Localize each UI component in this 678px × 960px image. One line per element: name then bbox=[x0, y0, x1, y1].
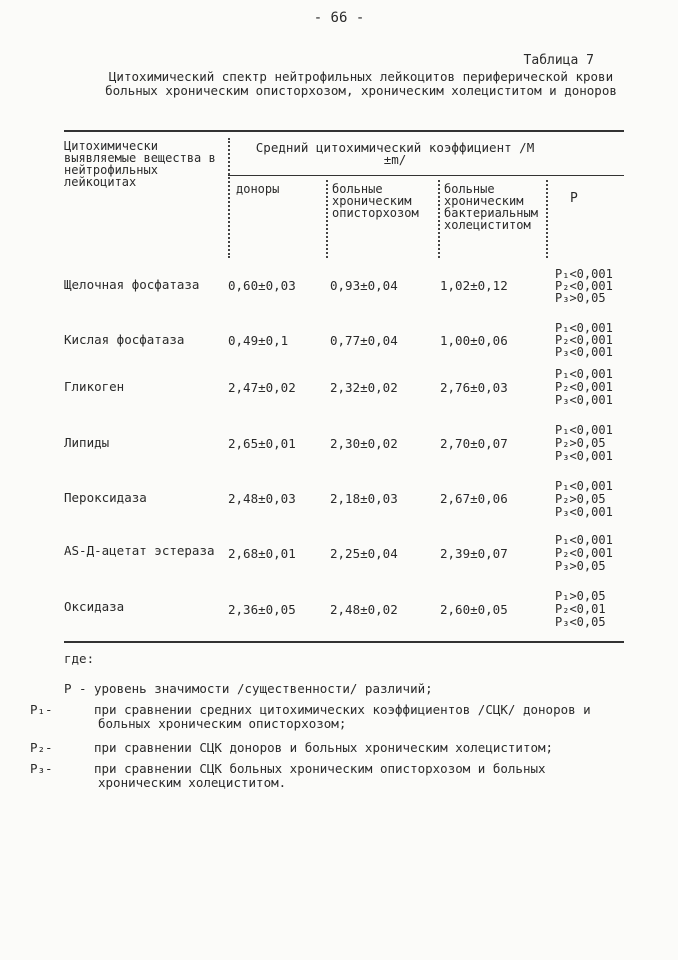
cell-cholecystitis: 2,39±0,07 bbox=[440, 546, 508, 561]
cell-cholecystitis: 1,02±0,12 bbox=[440, 278, 508, 293]
cell-donors: 2,48±0,03 bbox=[228, 491, 296, 506]
cell-p2: P₂<0,001 bbox=[555, 279, 613, 293]
row-substance: Оксидаза bbox=[64, 599, 125, 614]
legend-intro: где: bbox=[64, 651, 95, 666]
legend-text: при сравнении СЦК доноров и больных хроническим холециститом; bbox=[94, 740, 554, 755]
cell-donors: 2,65±0,01 bbox=[228, 436, 296, 451]
cell-p1: P₁<0,001 bbox=[555, 367, 613, 381]
header-p: Р bbox=[570, 191, 578, 206]
cell-opisthorchiasis: 2,32±0,02 bbox=[330, 380, 398, 395]
cell-p3: P₃<0,001 bbox=[555, 449, 613, 463]
cell-p3: P₃>0,05 bbox=[555, 559, 606, 573]
legend-item bbox=[30, 761, 624, 790]
header-donors: доноры bbox=[236, 182, 280, 196]
cell-p2: P₂<0,001 bbox=[555, 380, 613, 394]
cell-p2: P₂>0,05 bbox=[555, 436, 606, 450]
cell-p3: P₃<0,001 bbox=[555, 505, 613, 519]
legend-text: при сравнении средних цитохимических коэффициентов /СЦК/ доноров и больных хроническим описторхозом; bbox=[94, 702, 591, 731]
cell-p2: P₂>0,05 bbox=[555, 492, 606, 506]
row-substance: Кислая фосфатаза bbox=[64, 332, 185, 347]
header-group: Средний цитохимический коэффициент /М ±m/ bbox=[255, 140, 535, 167]
row-substance: Щелочная фосфатаза bbox=[64, 277, 200, 292]
cell-donors: 0,49±0,1 bbox=[228, 333, 289, 348]
cell-p2: P₂<0,001 bbox=[555, 546, 613, 560]
cell-donors: 2,68±0,01 bbox=[228, 546, 296, 561]
table-bottom-rule bbox=[64, 641, 624, 643]
cell-opisthorchiasis: 2,25±0,04 bbox=[330, 546, 398, 561]
cell-p1: P₁<0,001 bbox=[555, 321, 613, 335]
cell-cholecystitis: 2,60±0,05 bbox=[440, 602, 508, 617]
legend-item bbox=[30, 702, 624, 731]
page-number: - 66 - bbox=[313, 10, 365, 26]
cell-p3: P₃<0,001 bbox=[555, 345, 613, 359]
cell-opisthorchiasis: 2,48±0,02 bbox=[330, 602, 398, 617]
cell-cholecystitis: 2,70±0,07 bbox=[440, 436, 508, 451]
cell-p1: P₁<0,001 bbox=[555, 267, 613, 281]
row-substance: Гликоген bbox=[64, 379, 125, 394]
row-substance: Липиды bbox=[64, 435, 110, 450]
cell-donors: 0,60±0,03 bbox=[228, 278, 296, 293]
header-cholecystitis: больные хроническим бактериальным холециститом bbox=[444, 182, 538, 232]
cell-opisthorchiasis: 2,30±0,02 bbox=[330, 436, 398, 451]
table-label: Таблица 7 bbox=[523, 53, 594, 68]
legend-text: уровень значимости /существенности/ различий; bbox=[94, 681, 433, 696]
legend-mark: P₁- bbox=[30, 702, 53, 717]
legend-mark: P₂- bbox=[30, 740, 53, 755]
cell-donors: 2,47±0,02 bbox=[228, 380, 296, 395]
cell-p1: P₁<0,001 bbox=[555, 479, 613, 493]
row-substance: Пероксидаза bbox=[64, 490, 147, 505]
header-sub-rule bbox=[228, 175, 624, 176]
cell-cholecystitis: 1,00±0,06 bbox=[440, 333, 508, 348]
legend-text: при сравнении СЦК больных хроническим описторхозом и больных хроническим холециститом. bbox=[94, 761, 546, 790]
cell-opisthorchiasis: 0,77±0,04 bbox=[330, 333, 398, 348]
cell-p3: P₃>0,05 bbox=[555, 291, 606, 305]
cell-p3: P₃<0,05 bbox=[555, 615, 606, 629]
table-title: Цитохимический спектр нейтрофильных лейкоцитов периферической крови больных хроническим описторхозом, хроническим холециститом и доноров bbox=[105, 69, 617, 98]
cell-opisthorchiasis: 0,93±0,04 bbox=[330, 278, 398, 293]
cell-cholecystitis: 2,67±0,06 bbox=[440, 491, 508, 506]
cell-p2: P₂<0,01 bbox=[555, 602, 606, 616]
column-separator bbox=[438, 180, 442, 258]
legend-item bbox=[64, 682, 624, 696]
row-substance: АЅ-Д-ацетат эстераза bbox=[64, 543, 215, 558]
legend-mark: Р - bbox=[64, 681, 87, 696]
table-top-rule bbox=[64, 130, 624, 132]
cell-p1: P₁>0,05 bbox=[555, 589, 606, 603]
legend-mark: P₃- bbox=[30, 761, 53, 776]
cell-p1: P₁<0,001 bbox=[555, 423, 613, 437]
header-opisthorchiasis: больные хроническим описторхозом bbox=[332, 182, 419, 220]
cell-donors: 2,36±0,05 bbox=[228, 602, 296, 617]
column-separator bbox=[326, 180, 330, 258]
legend-item bbox=[30, 740, 624, 755]
cell-p1: P₁<0,001 bbox=[555, 533, 613, 547]
column-separator bbox=[228, 138, 232, 258]
cell-opisthorchiasis: 2,18±0,03 bbox=[330, 491, 398, 506]
column-separator bbox=[546, 180, 550, 258]
header-substance: Цитохимически выявляемые вещества в нейтрофильных лейкоцитах bbox=[64, 139, 216, 189]
cell-p2: P₂<0,001 bbox=[555, 333, 613, 347]
cell-cholecystitis: 2,76±0,03 bbox=[440, 380, 508, 395]
cell-p3: P₃<0,001 bbox=[555, 393, 613, 407]
